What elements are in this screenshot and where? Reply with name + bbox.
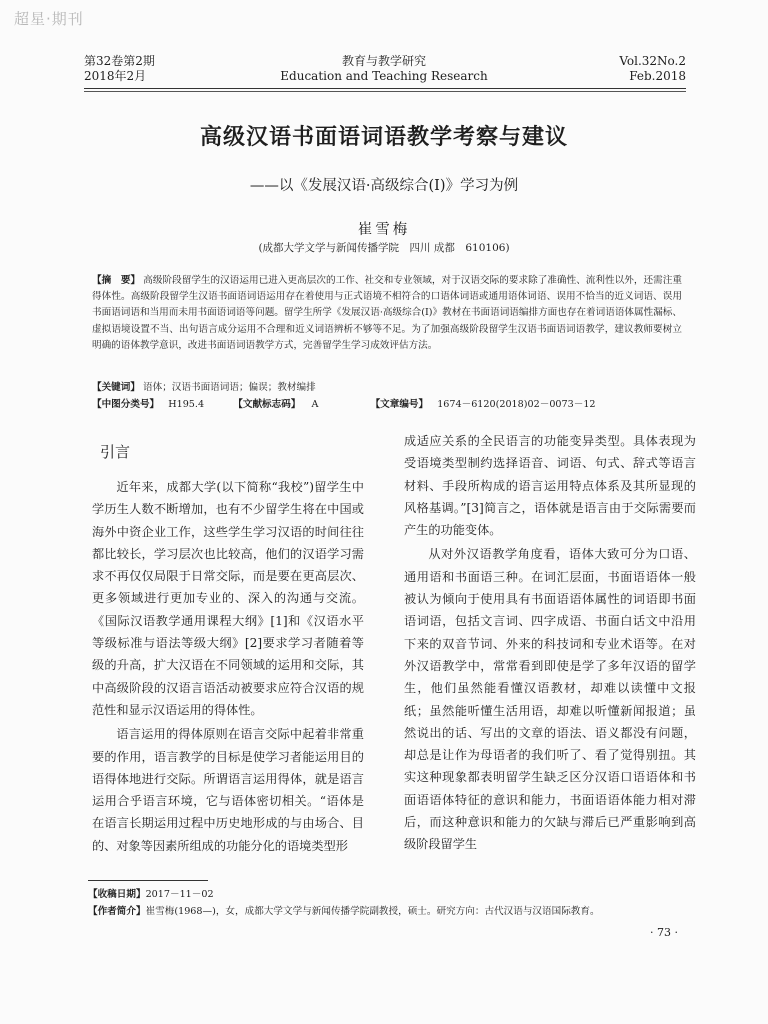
clc-label: 【中图分类号】	[92, 399, 160, 410]
received-date	[88, 886, 688, 903]
right-column	[404, 430, 696, 856]
volume-cn: 第32卷第2期	[84, 54, 155, 68]
article-no-label: 【文章编号】	[370, 399, 429, 410]
watermark: 超星·期刊	[14, 10, 84, 28]
article-no-value: 1674－6120(2018)02－0073－12	[437, 399, 596, 410]
keywords-label: 【关键词】	[92, 382, 140, 393]
section-title: 引言	[100, 443, 131, 461]
author-bio	[88, 903, 688, 920]
footnotes	[88, 886, 688, 920]
author-affiliation: (成都大学文学与新闻传播学院 四川 成都 610106)	[258, 242, 510, 254]
article-title: 高级汉语书面语词语教学考察与建议	[199, 125, 568, 150]
header-rule-thin	[84, 91, 686, 92]
date-en: Feb.2018	[629, 69, 686, 83]
paragraph: 语言运用的得体原则在语言交际中起着非常重要的作用，语言教学的目标是使学习者能运用目的语得体地进行交际。所谓语言运用得体，就是语言运用合乎语言环境，它与语体密切相关。“语体是在语言长期运用过程中历史地形成的与由场合、目的、对象等因素所组成的功能分化的语境类型形	[92, 727, 364, 853]
abstract	[92, 273, 682, 354]
volume-en: Vol.32No.2	[619, 54, 686, 68]
bio-label: 【作者简介】	[88, 906, 146, 917]
paragraph: 近年来，成都大学(以下简称“我校”)留学生中学历生人数不断增加，也有不少留学生将在中国或海外中资企业工作，这些学生学习汉语的时间往往都比较长，学习层次也比较高，他们的汉语学习需求不再仅仅局限于日常交际，而是要在更高层次、更多领域进行更加专业的、深入的沟通与交流。《国际汉语教学通用课程大纲》[1]和《汉语水平等级标准与语法等级大纲》[2]要求学习者随着等级的升高，扩大汉语在不同领域的运用和交际，其中高级阶段的汉语言语活动被要求应符合汉语的规范性和显示汉语运用的得体性。	[92, 480, 364, 717]
bio-text: 崔雪梅(1968—)，女，成都大学文学与新闻传播学院副教授，硕士。研究方向：古代汉语与汉语国际教育。	[145, 906, 600, 917]
header-volume-en	[619, 54, 686, 84]
keywords-text: 语体；汉语书面语词语；偏误；教材编排	[143, 382, 316, 393]
journal-en: Education and Teaching Research	[280, 69, 488, 83]
classification-row	[92, 397, 692, 413]
journal-cn: 教育与教学研究	[341, 54, 426, 68]
paragraph: 从对外汉语教学角度看，语体大致可分为口语、通用语和书面语三种。在词汇层面，书面语语体一般被认为倾向于使用具有书面语语体属性的词语即书面语词语，包括文言词、四字成语、书面白话文中沿用下来的双音节词、外来的科技词和专业术语等。在对外汉语教学中，常常看到即使是学了多年汉语的留学生，他们虽然能看懂汉语教材，却难以读懂中文报纸；虽然能听懂生活用语，却难以听懂新闻报道；虽然说出的话、写出的文章的语法、语义都没有问题，却总是让作为母语者的我们听了、看了觉得别扭。其实这种现象都表明留学生缺乏区分汉语口语语体和书面语语体特征的意识和能力，书面语语体能力相对滞后，而这种意识和能力的欠缺与滞后已严重影响到高级阶段留学生	[404, 547, 696, 852]
header-rule	[84, 88, 686, 89]
author-name: 崔雪梅	[357, 222, 411, 238]
footnote-rule	[88, 880, 208, 881]
article-subtitle: ——以《发展汉语·高级综合(Ⅰ)》学习为例	[249, 178, 519, 194]
doc-code-label: 【文献标志码】	[233, 399, 301, 410]
left-column	[92, 476, 364, 857]
page-number: · 73 ·	[650, 926, 678, 939]
paragraph: 成适应关系的全民语言的功能变异类型。具体表现为受语境类型制约选择语音、词语、句式、辞式等语言材料、手段所构成的语言运用特点体系及其所显现的风格基调。”[3]简言之，语体就是语言由于交际需要而产生的功能变体。	[404, 434, 696, 538]
received-label: 【收稿日期】	[88, 889, 146, 900]
received-value: 2017－11－02	[145, 889, 214, 900]
abstract-text: 高级阶段留学生的汉语运用已进入更高层次的工作、社交和专业领域，对于汉语交际的要求除了准确性、流利性以外，还需注重得体性。高级阶段留学生汉语书面语词语运用存在着使用与正式语境不相符合的口语体词语或通用语体词语、误用不恰当的近义词语、误用书面语词语和当用而未用书面语词语等问题。留学生所学《发展汉语·高级综合(Ⅰ)》教材在书面语词语编排方面也存在着词语语体属性漏标、虚拟语境设置不当、出句语言成分运用不合理和近义词语辨析不够等不足。为了加强高级阶段留学生汉语书面语词语教学，建议教师要树立明确的语体教学意识，改进书面语词语教学方式，完善留学生学习成效评估方法。	[92, 275, 683, 351]
date-cn: 2018年2月	[84, 69, 147, 83]
clc-value: H195.4	[168, 399, 205, 410]
keywords	[92, 380, 692, 396]
doc-code-value: A	[311, 399, 319, 410]
abstract-label: 【摘 要】	[92, 275, 141, 286]
